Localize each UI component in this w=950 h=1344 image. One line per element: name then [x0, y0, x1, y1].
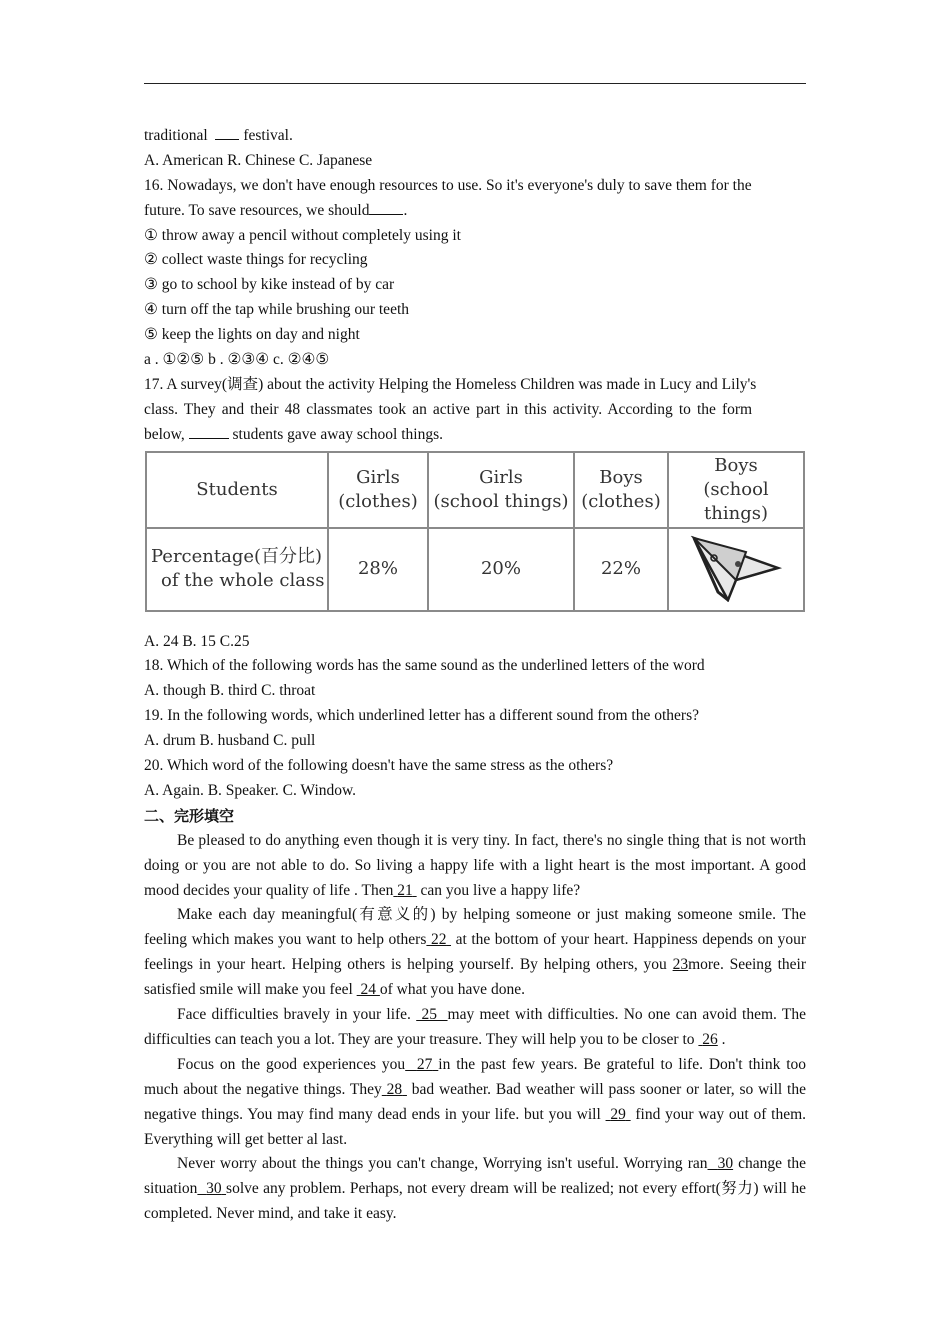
passage-text: more. Seeing their satisfied smile will make you feel	[144, 956, 806, 999]
passage-text: Focus on the good experiences you	[177, 1055, 406, 1073]
q19-options: A. drum B. husband C. pull	[144, 732, 316, 750]
passage-text: change the situation	[144, 1155, 807, 1198]
q16-item: ① throw away a pencil without completely using it	[144, 226, 461, 244]
blank-27: 27	[416, 1055, 433, 1073]
blank-21: 21	[397, 881, 413, 899]
q16-period: .	[403, 201, 408, 219]
q16-line2	[144, 199, 806, 224]
q15-text-after: festival.	[243, 127, 293, 144]
section-title-cloze: 二、完形填空	[144, 806, 235, 825]
value-boys-clothes: 22%	[574, 528, 668, 611]
q17-blank	[189, 424, 229, 439]
passage-text: at the bottom of your heart. Happiness	[455, 931, 698, 949]
q19-question: 19. In the following words, which underlined letter has a different sound from the others?	[144, 707, 699, 725]
document-page	[144, 124, 806, 1227]
passage-text: may meet with difficulties. No one can avoid them.	[447, 1006, 777, 1024]
passage-text: .	[721, 1030, 726, 1048]
q16-line1: 16. Nowadays, we don't have enough resources to use. So it's everyone's duly to save them for the	[144, 176, 752, 194]
q17-line2: class. They and their 48 classmates took an active part in this activity. According to the form	[144, 400, 753, 418]
passage-paragraph-1	[144, 829, 806, 904]
q17-text-after: students gave away school things.	[232, 425, 444, 443]
passage-text: find your	[635, 1105, 694, 1123]
q18-options: A. though B. third C. throat	[144, 682, 316, 700]
header-boys-school-things: Boys (school things)	[668, 452, 804, 528]
survey-table	[145, 451, 805, 612]
passage-text: effort(努力) will he completed. Never mind, and take it easy.	[144, 1180, 806, 1223]
q16-options: a . ①②⑤ b . ②③④ c. ②④⑤	[144, 351, 330, 369]
passage-text: not worth doing or you are not able to do. So living a happy life with a light heart is the most	[144, 831, 806, 874]
passage-paragraph-3	[144, 1003, 806, 1053]
blank-24: 24	[360, 981, 377, 999]
q16-text: future. To save resources, we should	[144, 201, 370, 219]
header-rule	[144, 83, 806, 84]
survey-table-header-row	[146, 452, 804, 528]
passage-text: in the past few years. Be grateful to life. Don't think	[438, 1055, 781, 1073]
passage-text: can you live a happy life?	[420, 881, 581, 899]
q20-options: A. Again. B. Speaker. C. Window.	[144, 781, 357, 799]
q17-options: A. 24 B. 15 C.25	[144, 632, 250, 650]
passage-paragraph-4	[144, 1053, 806, 1153]
header-students: Students	[146, 452, 328, 528]
q16-item: ③ go to school by kike instead of by car	[144, 276, 395, 294]
q17-text: below,	[144, 425, 185, 443]
blank-23: 23	[672, 956, 689, 974]
blank-29: 29	[610, 1105, 626, 1123]
row-label-percentage: Percentage(百分比) of the whole class	[146, 528, 328, 611]
passage-text: too much about the negative things. They	[144, 1055, 807, 1098]
value-girls-school-things: 20%	[428, 528, 574, 611]
passage-text: Be pleased to do anything even though it is very tiny. In fact, there's no single thing that is	[177, 831, 742, 849]
header-girls-school-things: Girls (school things)	[428, 452, 574, 528]
q17-line3	[144, 423, 806, 448]
passage-text: Never worry about the things you can't change, Worrying isn't useful. Worrying ran	[177, 1155, 708, 1173]
passage-text: way out of them. Everything will get better al last.	[144, 1105, 807, 1148]
survey-table-row	[146, 528, 804, 611]
q16-item: ⑤ keep the lights on day and night	[144, 326, 360, 344]
passage-text: The feeling which makes you want to help others	[144, 906, 806, 949]
blank-28: 28	[386, 1080, 403, 1098]
header-girls-clothes: Girls (clothes)	[328, 452, 428, 528]
passage-paragraph-2	[144, 903, 806, 1003]
blank-26: 26	[702, 1030, 718, 1048]
q15-stem	[144, 124, 806, 149]
passage-text: important. A good mood decides your quality of life . Then	[144, 856, 807, 899]
value-girls-clothes: 28%	[328, 528, 428, 611]
blank-25: 25	[421, 1006, 437, 1024]
q15-blank	[215, 125, 239, 140]
passage-text: bad weather. Bad weather will pass sooner or later,	[411, 1080, 735, 1098]
q18-question: 18. Which of the following words has the same sound as the underlined letters of the word	[144, 657, 705, 675]
paper-plane-icon	[668, 528, 804, 611]
passage-text: of what you have done.	[379, 981, 525, 999]
passage-text: depends on your feelings in your heart. Helping others is helping yourself. By helping others, you	[144, 931, 807, 974]
paper-plane-drawing	[688, 530, 784, 602]
passage-text: so will the negative things. You may find many dead ends in your life. but you will	[144, 1080, 806, 1123]
passage-text: solve any problem. Perhaps, not every dream will be realized; not every	[226, 1180, 678, 1198]
blank-30-second: 30	[206, 1180, 222, 1198]
header-boys-clothes: Boys (clothes)	[574, 452, 668, 528]
q15-text: traditional	[144, 127, 208, 144]
q16-item: ④ turn off the tap while brushing our teeth	[144, 301, 409, 319]
passage-text: The difficulties can teach you a lot. They are your treasure. They will help you to be closer to	[144, 1006, 807, 1048]
q17-line1: 17. A survey(调查) about the activity Helping the Homeless Children was made in Lucy and Lily's	[144, 375, 757, 393]
passage-text: Make each day meaningful(有意义的) by helping someone or just making someone smile.	[177, 906, 777, 924]
passage-text: Face difficulties bravely in your life.	[177, 1006, 411, 1024]
q16-item: ② collect waste things for recycling	[144, 251, 368, 269]
q15-options: A. American R. Chinese C. Japanese	[144, 151, 373, 169]
q16-blank	[369, 200, 403, 215]
blank-30: 30	[717, 1155, 734, 1173]
blank-22: 22	[430, 931, 447, 949]
passage-paragraph-5	[144, 1152, 806, 1227]
q20-question: 20. Which word of the following doesn't have the same stress as the others?	[144, 757, 614, 775]
